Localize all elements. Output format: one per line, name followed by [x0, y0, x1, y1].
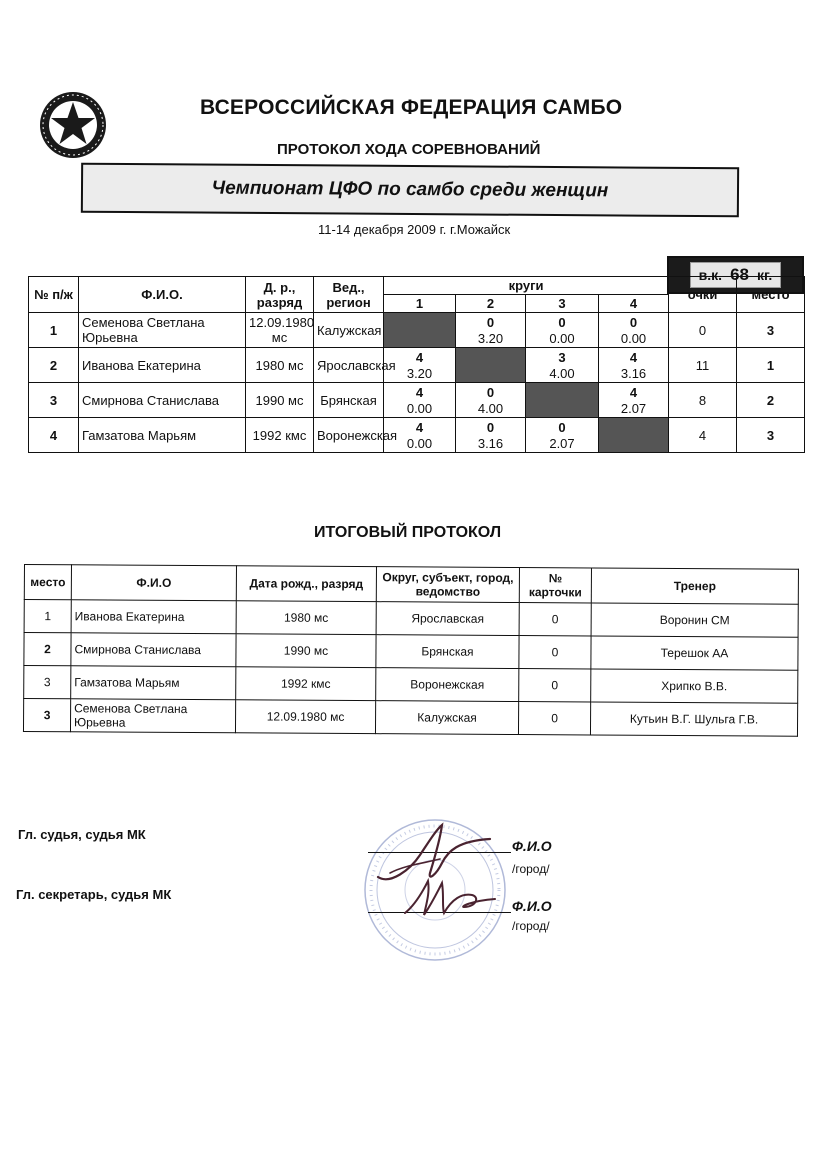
header-points: очки: [669, 277, 737, 313]
row-num: 4: [29, 418, 79, 453]
championship-title-box: [81, 163, 739, 218]
bout-time: 3.16: [477, 436, 504, 451]
row-num: 2: [29, 348, 79, 383]
bout-score: 0: [486, 385, 495, 400]
bout-result-cell: [526, 418, 599, 453]
final-name: Гамзатова Марьям: [71, 666, 236, 700]
final-protocol-table: [23, 564, 799, 737]
bout-table-row: [29, 313, 805, 348]
secretary-handwritten-signature: [400, 875, 500, 920]
final-header-coach: Тренер: [591, 568, 798, 604]
athlete-dob-rank: 12.09.1980 мс: [246, 313, 314, 348]
judge-fio-label: Ф.И.О: [512, 838, 552, 854]
final-name: Смирнова Станислава: [71, 633, 236, 667]
final-name: Иванова Екатерина: [71, 600, 236, 634]
protocol-title: ПРОТОКОЛ ХОДА СОРЕВНОВАНИЙ: [277, 141, 541, 158]
bout-time: 3.20: [477, 331, 504, 346]
athlete-points: 4: [669, 418, 737, 453]
bout-result-cell: [526, 313, 599, 348]
athlete-place: 3: [737, 418, 805, 453]
bout-score: 0: [629, 315, 638, 330]
bout-score: 0: [558, 420, 566, 435]
header-region: Вед., регион: [314, 277, 384, 313]
bout-result-cell: [384, 418, 456, 453]
bout-score: 4: [415, 350, 424, 365]
header-rounds: круги: [384, 277, 669, 295]
championship-title: Чемпионат ЦФО по самбо среди женщин: [211, 177, 609, 202]
final-coach: Кутьин В.Г. Шульга Г.В.: [590, 702, 797, 736]
final-header-region: Округ, субъект, город, ведомство: [376, 567, 519, 603]
judge-city-label: /город/: [512, 862, 550, 876]
bout-score: 4: [415, 385, 424, 400]
bout-score: 3: [558, 350, 566, 365]
secretary-fio-label: Ф.И.О: [512, 898, 552, 914]
bout-result-cell: [599, 313, 669, 348]
header-round-3: 3: [526, 295, 599, 313]
final-table-row: [23, 699, 797, 737]
final-card-number: 0: [518, 702, 590, 735]
final-card-number: 0: [519, 603, 591, 636]
bout-score: 4: [629, 385, 638, 400]
final-card-number: 0: [519, 669, 591, 702]
athlete-place: 3: [737, 313, 805, 348]
bout-score: 0: [486, 315, 495, 330]
bout-table-row: [29, 418, 805, 453]
athlete-name: Иванова Екатерина: [79, 348, 246, 383]
row-num: 1: [29, 313, 79, 348]
final-dob-rank: 1990 мс: [236, 634, 376, 668]
athlete-dob-rank: 1990 мс: [246, 383, 314, 418]
final-dob-rank: 1980 мс: [236, 601, 376, 635]
bout-score: 0: [558, 315, 566, 330]
secretary-city-label: /город/: [512, 919, 550, 933]
athlete-place: 2: [737, 383, 805, 418]
chief-secretary-label: Гл. секретарь, судья МК: [16, 887, 172, 902]
athlete-points: 8: [669, 383, 737, 418]
bout-result-cell: [384, 348, 456, 383]
final-region: Брянская: [376, 635, 519, 669]
federation-logo-icon: [38, 90, 108, 160]
header-round-4: 4: [599, 295, 669, 313]
athlete-region: Воронежская: [314, 418, 384, 453]
bout-time: 3.20: [406, 366, 433, 381]
bout-time: 4.00: [477, 401, 504, 416]
athlete-name: Гамзатова Марьям: [79, 418, 246, 453]
bout-result-cell: [384, 383, 456, 418]
bout-time: 3.16: [620, 366, 647, 381]
bout-result-cell: [599, 348, 669, 383]
bout-result-cell: [456, 313, 526, 348]
bout-result-cell: [526, 348, 599, 383]
bout-score: 0: [486, 420, 495, 435]
header-name: Ф.И.О.: [79, 277, 246, 313]
empty-self-bout-cell: [384, 313, 456, 348]
weight-value: 68: [730, 265, 749, 284]
header-num: № п/ж: [29, 277, 79, 313]
weight-unit: кг.: [757, 267, 773, 283]
athlete-points: 0: [669, 313, 737, 348]
final-dob-rank: 12.09.1980 мс: [235, 700, 375, 734]
empty-self-bout-cell: [456, 348, 526, 383]
final-place: 2: [24, 633, 71, 666]
final-table-row: [24, 666, 798, 704]
federation-title: ВСЕРОССИЙСКАЯ ФЕДЕРАЦИЯ САМБО: [200, 96, 623, 119]
weight-prefix: в.к.: [698, 267, 723, 283]
final-region: Воронежская: [376, 668, 519, 702]
athlete-name: Семенова Светлана Юрьевна: [79, 313, 246, 348]
final-coach: Терешок АА: [591, 636, 798, 670]
final-dob-rank: 1992 кмс: [236, 667, 376, 701]
athlete-dob-rank: 1980 мс: [246, 348, 314, 383]
bout-table-row: [29, 348, 805, 383]
athlete-points: 11: [669, 348, 737, 383]
final-place: 1: [24, 600, 71, 633]
dates-place: 11-14 декабря 2009 г. г.Можайск: [318, 222, 511, 237]
bout-time: 2.07: [549, 436, 575, 451]
final-region: Ярославская: [376, 602, 519, 636]
final-table-row: [24, 600, 798, 638]
final-region: Калужская: [375, 701, 518, 735]
chief-judge-label: Гл. судья, судья МК: [18, 827, 146, 842]
final-card-number: 0: [519, 636, 591, 669]
final-coach: Воронин СМ: [591, 603, 798, 637]
athlete-region: Брянская: [314, 383, 384, 418]
athlete-region: Ярославская: [314, 348, 384, 383]
final-header-card: № карточки: [519, 568, 591, 603]
bout-result-cell: [599, 383, 669, 418]
bout-protocol-table: [28, 276, 805, 453]
final-protocol-title: ИТОГОВЫЙ ПРОТОКОЛ: [314, 524, 502, 541]
final-coach: Хрипко В.В.: [591, 669, 798, 703]
bout-score: 4: [629, 350, 638, 365]
final-header-dob: Дата рожд., разряд: [236, 566, 376, 602]
bout-time: 0.00: [620, 331, 647, 346]
bout-time: 0.00: [406, 401, 433, 416]
header-round-1: 1: [384, 295, 456, 313]
final-place: 3: [24, 666, 71, 699]
bout-result-cell: [456, 418, 526, 453]
athlete-place: 1: [737, 348, 805, 383]
final-place: 3: [23, 699, 70, 732]
header-dob: Д. р., разряд: [246, 277, 314, 313]
final-table-row: [24, 633, 798, 671]
bout-result-cell: [456, 383, 526, 418]
final-header-place: место: [24, 565, 71, 600]
header-round-2: 2: [456, 295, 526, 313]
final-header-name: Ф.И.О: [71, 565, 236, 601]
row-num: 3: [29, 383, 79, 418]
athlete-region: Калужская: [314, 313, 384, 348]
bout-time: 0.00: [406, 436, 433, 451]
athlete-dob-rank: 1992 кмс: [246, 418, 314, 453]
empty-self-bout-cell: [599, 418, 669, 453]
bout-time: 0.00: [549, 331, 575, 346]
bout-time: 4.00: [549, 366, 575, 381]
final-name: Семенова Светлана Юрьевна: [70, 699, 235, 733]
bout-time: 2.07: [620, 401, 647, 416]
bout-score: 4: [415, 420, 424, 435]
header-place: место: [737, 277, 805, 313]
empty-self-bout-cell: [526, 383, 599, 418]
athlete-name: Смирнова Станислава: [79, 383, 246, 418]
bout-table-row: [29, 383, 805, 418]
